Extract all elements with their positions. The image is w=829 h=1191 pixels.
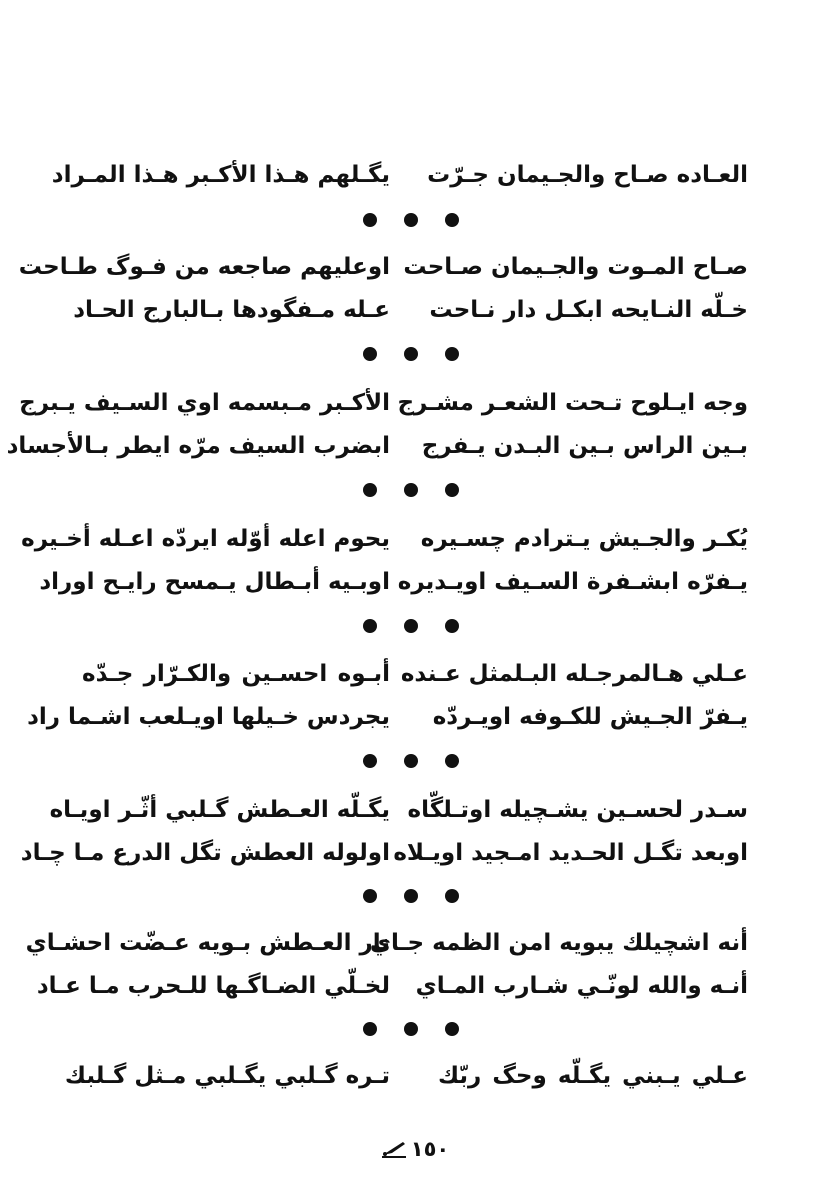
verse-line [0,155,829,195]
divider-dot [445,483,459,497]
divider-dot [404,347,418,361]
divider-dot [445,754,459,768]
divider-dot [363,347,377,361]
divider-dot [445,213,459,227]
verse-first-hemistich: اوبعد تگـل الحـديد امـجيد اويـلاه [393,840,748,866]
verse-first-hemistich: بـين الراس بـين البـدن يـفرج [421,433,748,459]
divider-dot [445,347,459,361]
verse-first-hemistich: سـدر لحسـين يشـچيله اوتـلگّاه [407,797,748,823]
verse-line [0,966,829,1006]
verse-line [0,562,829,602]
divider-dot [404,483,418,497]
verse-first-hemistich: يُكـر والجـيش يـترادم چسـيره [420,526,748,552]
verse-first-hemistich: العـاده صـاح والجـيمان جـرّت [427,162,748,188]
verse-second-hemistich: تـره گـلبي يگـلبي مـثل گـلبك [64,1063,390,1089]
divider-dot [445,889,459,903]
verse-first-hemistich: أنـه والله لونّـي شـارب المـاي [415,973,748,999]
verse-second-hemistich: عـله مـفگودها بـالبارج الحـاد [73,297,390,323]
verse-first-hemistich: خـلّه النـايحه ابكـل دار نـاحت [429,297,748,323]
stanza-divider [0,1017,829,1041]
verse-line [0,247,829,287]
stanza-divider [0,342,829,366]
verse-second-hemistich: يگـلّه العـطش گـلبي أثّـر اويـاه [49,797,390,823]
page-footer [370,1134,460,1164]
verse-first-hemistich: صـاح المـوت والجـيمان صـاحت [403,254,748,280]
verse-first-hemistich: أنه اشچيلك يبويه امن الظمه جـاي [369,930,748,956]
verse-second-hemistich: اوبـيه أبـطال يـمسح رايـح اوراد [39,569,390,595]
verse-second-hemistich: يگـلهم هـذا الأكـبر هـذا المـراد [51,162,390,188]
divider-dot [404,889,418,903]
verse-second-hemistich: نار العـطش بـويه عـضّت احشـاي [25,930,390,956]
verse-line [0,790,829,830]
divider-dot [404,213,418,227]
divider-dot [445,619,459,633]
divider-dot [363,213,377,227]
verse-line [0,426,829,466]
divider-dot [404,619,418,633]
stanza-divider [0,614,829,638]
verse-line [0,923,829,963]
verse-line [0,1056,829,1096]
page-number: ١٥٠ [410,1137,450,1161]
verse-second-hemistich: الأكـبر مـبسمه اوي السـيف يـبرج [19,390,390,416]
stanza-divider [0,208,829,232]
divider-dot [363,483,377,497]
divider-dot [363,619,377,633]
verse-line [0,833,829,873]
divider-dot [445,1022,459,1036]
divider-dot [404,1022,418,1036]
verse-first-hemistich: وجه ايـلوح تـحت الشعـر مشـرج [397,390,748,416]
verse-line [0,697,829,737]
divider-dot [363,889,377,903]
verse-first-hemistich: يـفرّه ابشـفرة السـيف اويـديره [397,569,748,595]
stanza-divider [0,884,829,908]
divider-dot [363,1022,377,1036]
verse-second-hemistich: أبـوه احسـين والكـرّار جـدّه [82,661,390,687]
verse-line [0,383,829,423]
verse-line [0,519,829,559]
stanza-divider [0,749,829,773]
divider-dot [404,754,418,768]
verse-first-hemistich: يـفرّ الجـيش للكـوفه اويـردّه [432,704,748,730]
verse-second-hemistich: ابضرب السيف مرّه ايطر بـالأجساد [6,433,390,459]
verse-second-hemistich: اوعليهم صاجعه من فـوگ طـاحت [18,254,390,280]
verse-second-hemistich: اولوله العطش تگل الدرع مـا چـاد [20,840,390,866]
verse-line [0,654,829,694]
stanza-divider [0,478,829,502]
pen-icon [381,1140,407,1158]
verse-first-hemistich: عـلي هـالمرجـله البـلمثل عـنده [400,661,748,687]
verse-second-hemistich: لخـلّي الضـاگـها للـحرب مـا عـاد [36,973,390,999]
verse-second-hemistich: يجردس خـيلها اويـلعب اشـما راد [27,704,390,730]
verse-second-hemistich: يحوم اعله أوّله ايردّه اعـله أخـيره [21,526,390,552]
verse-line [0,290,829,330]
verse-first-hemistich: عـلي يـبني يگـلّه وحگ ربّك [438,1063,748,1089]
divider-dot [363,754,377,768]
